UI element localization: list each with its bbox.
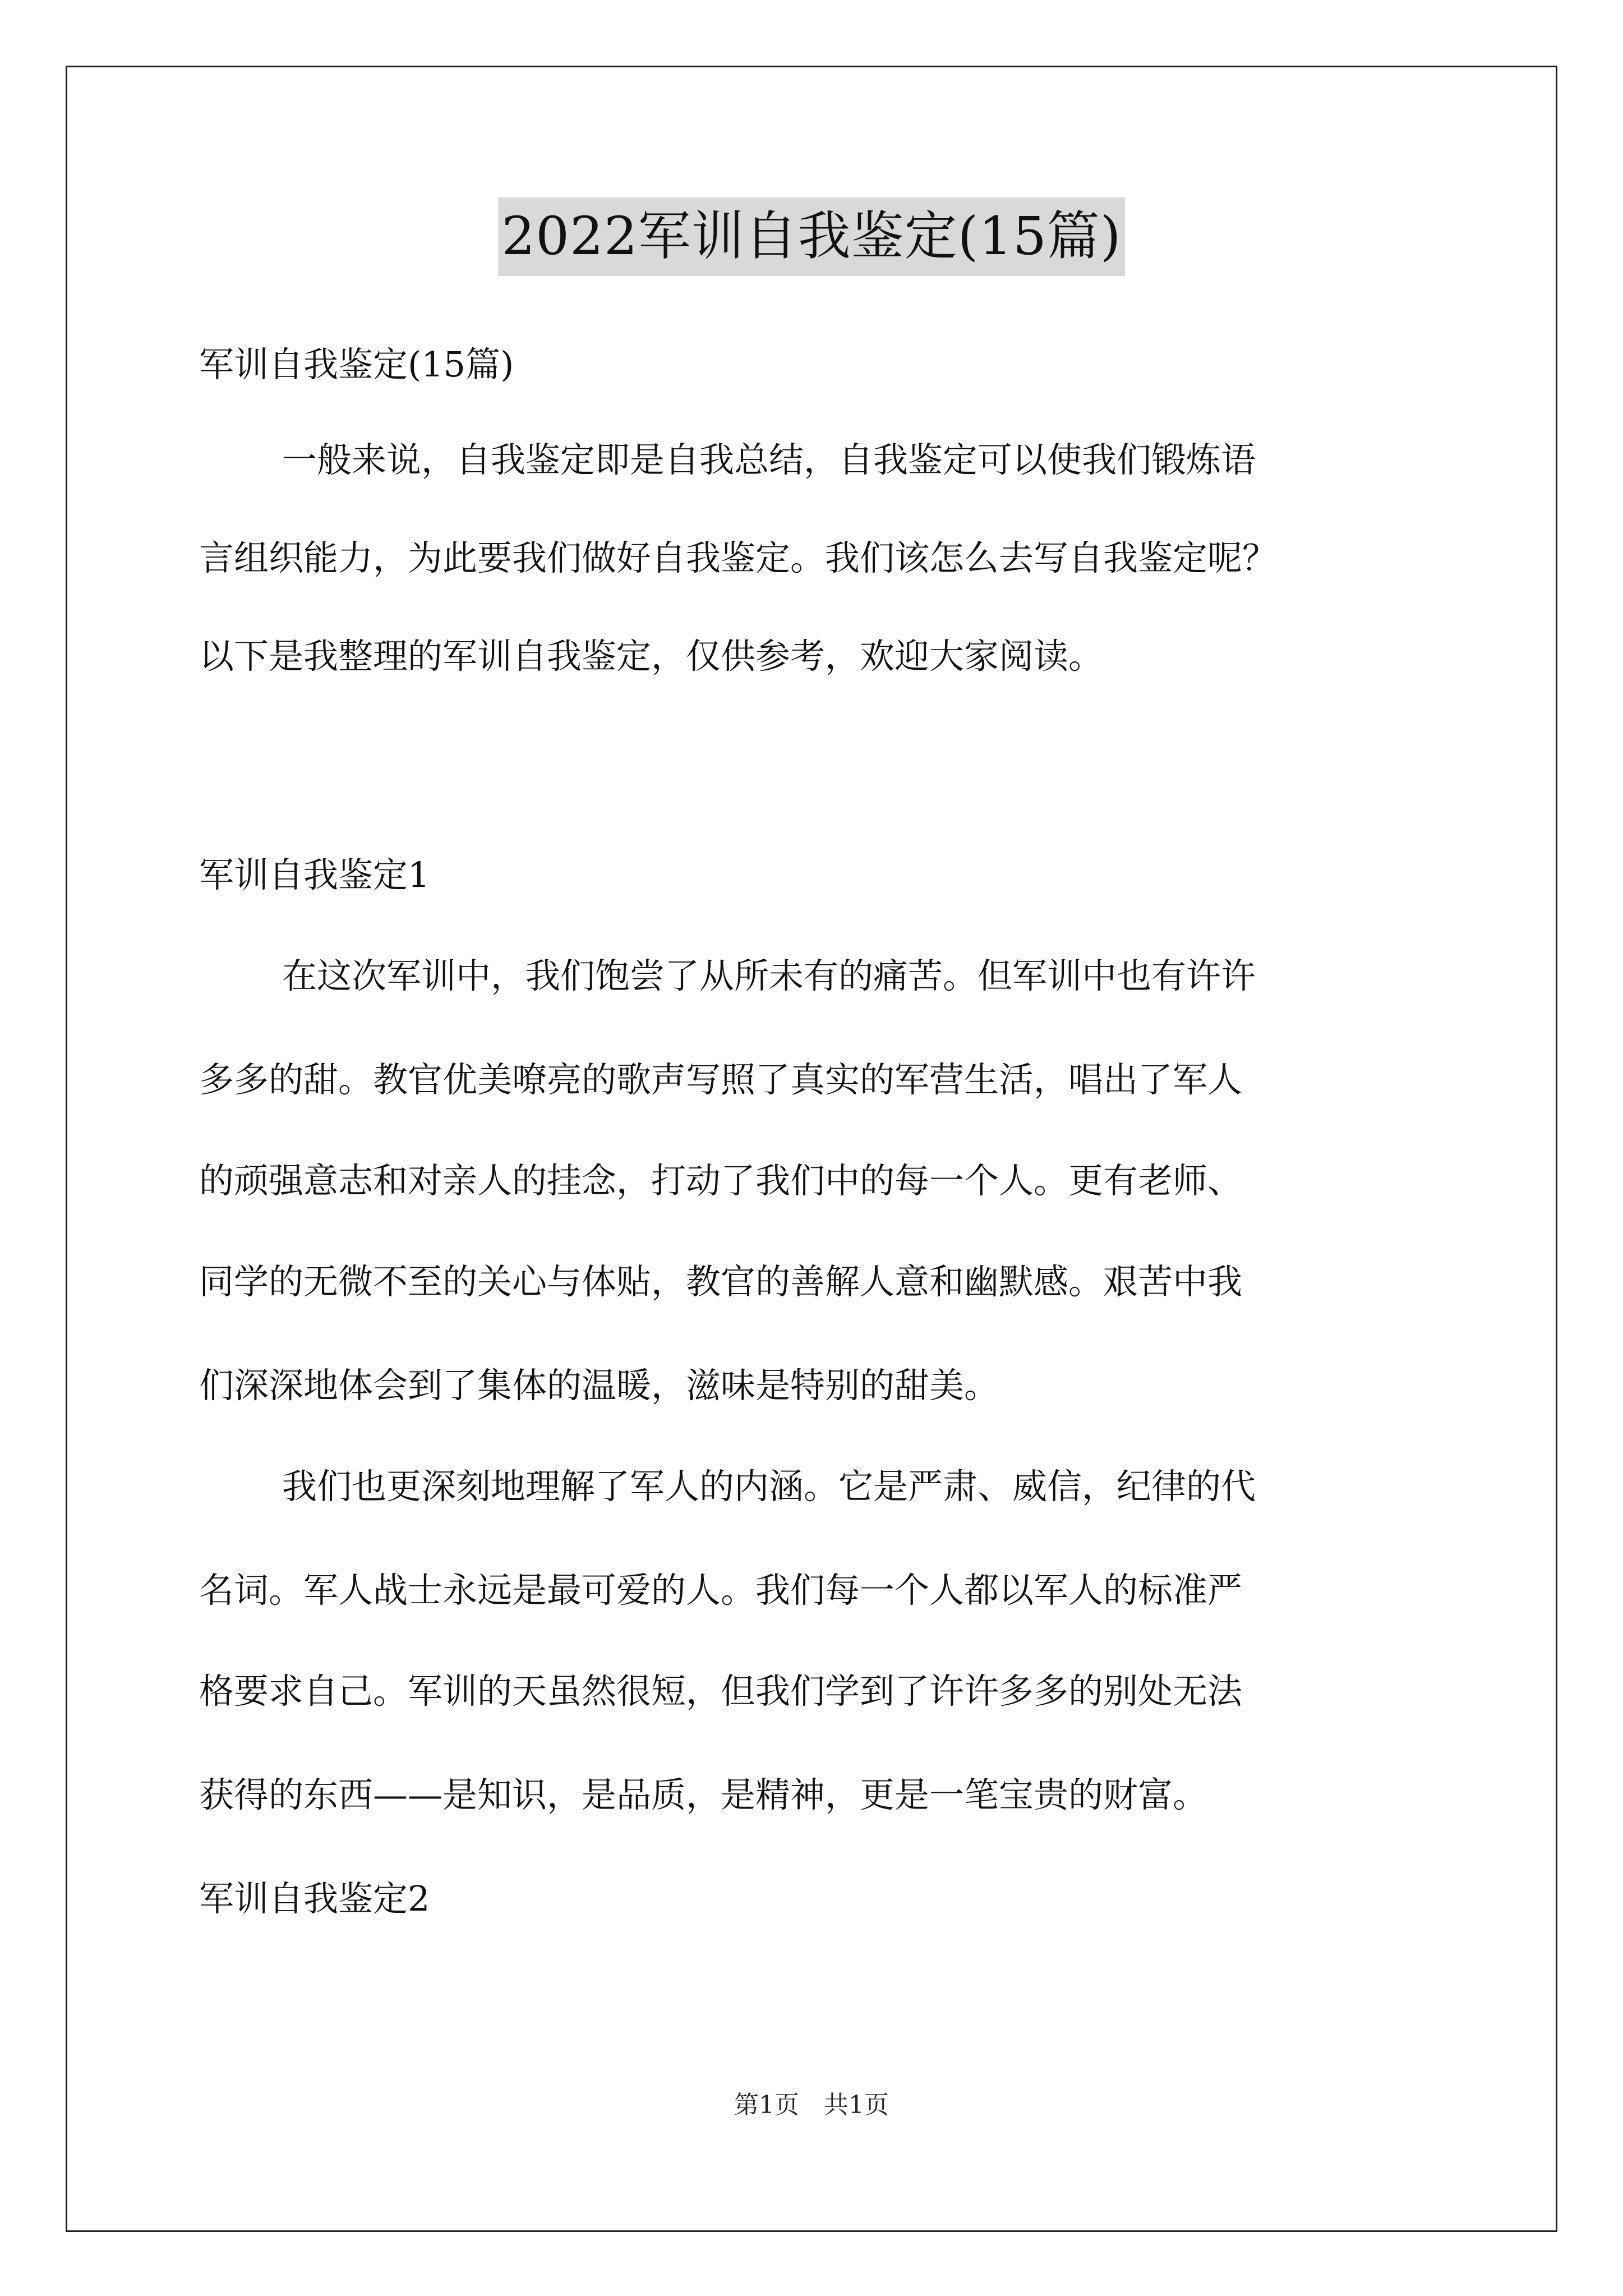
section1-para1-line-2: 多多的甜。教官优美嘹亮的歌声写照了真实的军营生活，唱出了军人: [199, 1059, 1243, 1100]
section1-para2-line-3: 格要求自己。军训的天虽然很短，但我们学到了许许多多的别处无法: [199, 1671, 1243, 1711]
page-footer: 第1页 共1页: [734, 2091, 889, 2119]
section1-para2-line-1: 我们也更深刻地理解了军人的内涵。它是严肃、威信，纪律的代: [282, 1466, 1256, 1507]
section1-para2-line-2: 名词。军人战士永远是最可爱的人。我们每一个人都以军人的标准严: [199, 1570, 1243, 1611]
section1-para2-line-4: 获得的东西——是知识，是品质，是精神，更是一笔宝贵的财富。: [199, 1774, 1208, 1815]
section1-para1-line-3: 的顽强意志和对亲人的挂念，打动了我们中的每一个人。更有老师、: [199, 1160, 1243, 1201]
section1-para1-line-5: 们深深地体会到了集体的温暖，滋味是特别的甜美。: [199, 1365, 999, 1406]
section1-para1-line-1: 在这次军训中，我们饱尝了从所未有的痛苦。但军训中也有许许: [282, 955, 1256, 996]
document-subtitle: 军训自我鉴定(15篇): [199, 344, 514, 385]
intro-line-1: 一般来说，自我鉴定即是自我总结，自我鉴定可以使我们锻炼语: [282, 439, 1256, 480]
intro-line-2: 言组织能力，为此要我们做好自我鉴定。我们该怎么去写自我鉴定呢？: [199, 537, 1278, 578]
document-title: 2022军训自我鉴定(15篇): [498, 197, 1124, 276]
title-container: [0, 197, 1623, 276]
section2-heading: 军训自我鉴定2: [199, 1878, 430, 1919]
intro-line-3: 以下是我整理的军训自我鉴定，仅供参考，欢迎大家阅读。: [199, 636, 1104, 677]
section1-para1-line-4: 同学的无微不至的关心与体贴，教官的善解人意和幽默感。艰苦中我: [199, 1261, 1243, 1302]
section1-heading: 军训自我鉴定1: [199, 854, 430, 895]
